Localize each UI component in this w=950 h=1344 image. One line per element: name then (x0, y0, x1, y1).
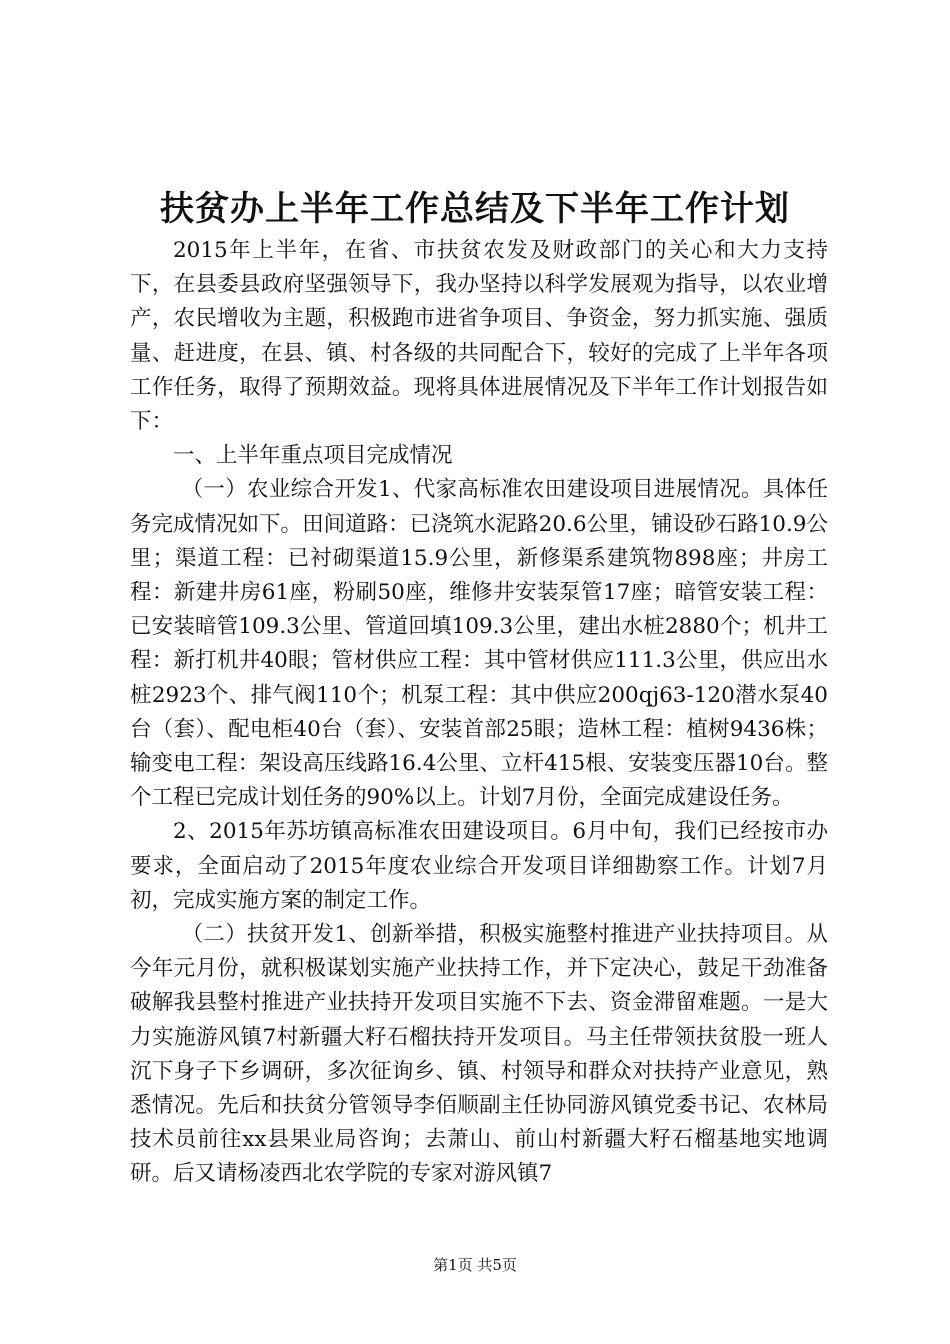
intro-paragraph: 2015年上半年，在省、市扶贫农发及财政部门的关心和大力支持下，在县委县政府坚强领导下，我办坚持以科学发展观为指导，以农业增产，农民增收为主题，积极跑市进省争项目、争资金，努力抓实施、强质量、赶进度，在县、镇、村各级的共同配合下，较好的完成了上半年各项工作任务，取得了预期效益。现将具体进展情况及下半年工作计划报告如下： (130, 238, 828, 435)
sufang-paragraph: 2、2015年苏坊镇高标准农田建设项目。6月中旬，我们已经按市办要求，全面启动了2015年度农业综合开发项目详细勘察工作。计划7月初，完成实施方案的制定工作。 (130, 819, 828, 913)
agriculture-paragraph: （一）农业综合开发1、代家高标准农田建设项目进展情况。具体任务完成情况如下。田间道路：已浇筑水泥路20.6公里，铺设砂石路10.9公里；渠道工程：已衬砌渠道15.9公里，新修渠系建筑物898座；井房工程：新建井房61座，粉刷50座，维修井安装泵管17座；暗管安装工程：已安装暗管109.3公里、管道回填109.3公里，建出水桩2880个；机井工程：新打机井40眼；管材供应工程：其中管材供应111.3公里，供应出水桩2923个、排气阀110个；机泵工程：其中供应200qj63-120潜水泵40台（套）、配电柜40台（套）、安装首部25眼；造林工程：植树9436株；输变电工程：架设高压线路16.4公里、立杆415根、安装变压器10台。整个工程已完成计划任务的90%以上。计划7月份，全面完成建设任务。 (130, 477, 828, 811)
document-body (130, 234, 828, 1192)
page-footer: 第1页 共5页 (433, 1256, 517, 1274)
document-title: 扶贫办上半年工作总结及下半年工作计划 (160, 189, 790, 229)
section-heading: 一、上半年重点项目完成情况 (173, 443, 453, 469)
poverty-alleviation-paragraph: （二）扶贫开发1、创新举措，积极实施整村推进产业扶持项目。从今年元月份，就积极谋划实施产业扶持工作，并下定决心，鼓足干劲准备破解我县整村推进产业扶持开发项目实施不下去、资金滞留难题。一是大力实施游风镇7村新疆大籽石榴扶持开发项目。马主任带领扶贫股一班人沉下身子下乡调研，多次征询乡、镇、村领导和群众对扶持产业意见，熟悉情况。先后和扶贫分管领导李佰顺副主任协同游风镇党委书记、农林局技术员前往xx县果业局咨询；去萧山、前山村新疆大籽石榴基地实地调研。后又请杨凌西北农学院的专家对游风镇7 (130, 922, 828, 1187)
